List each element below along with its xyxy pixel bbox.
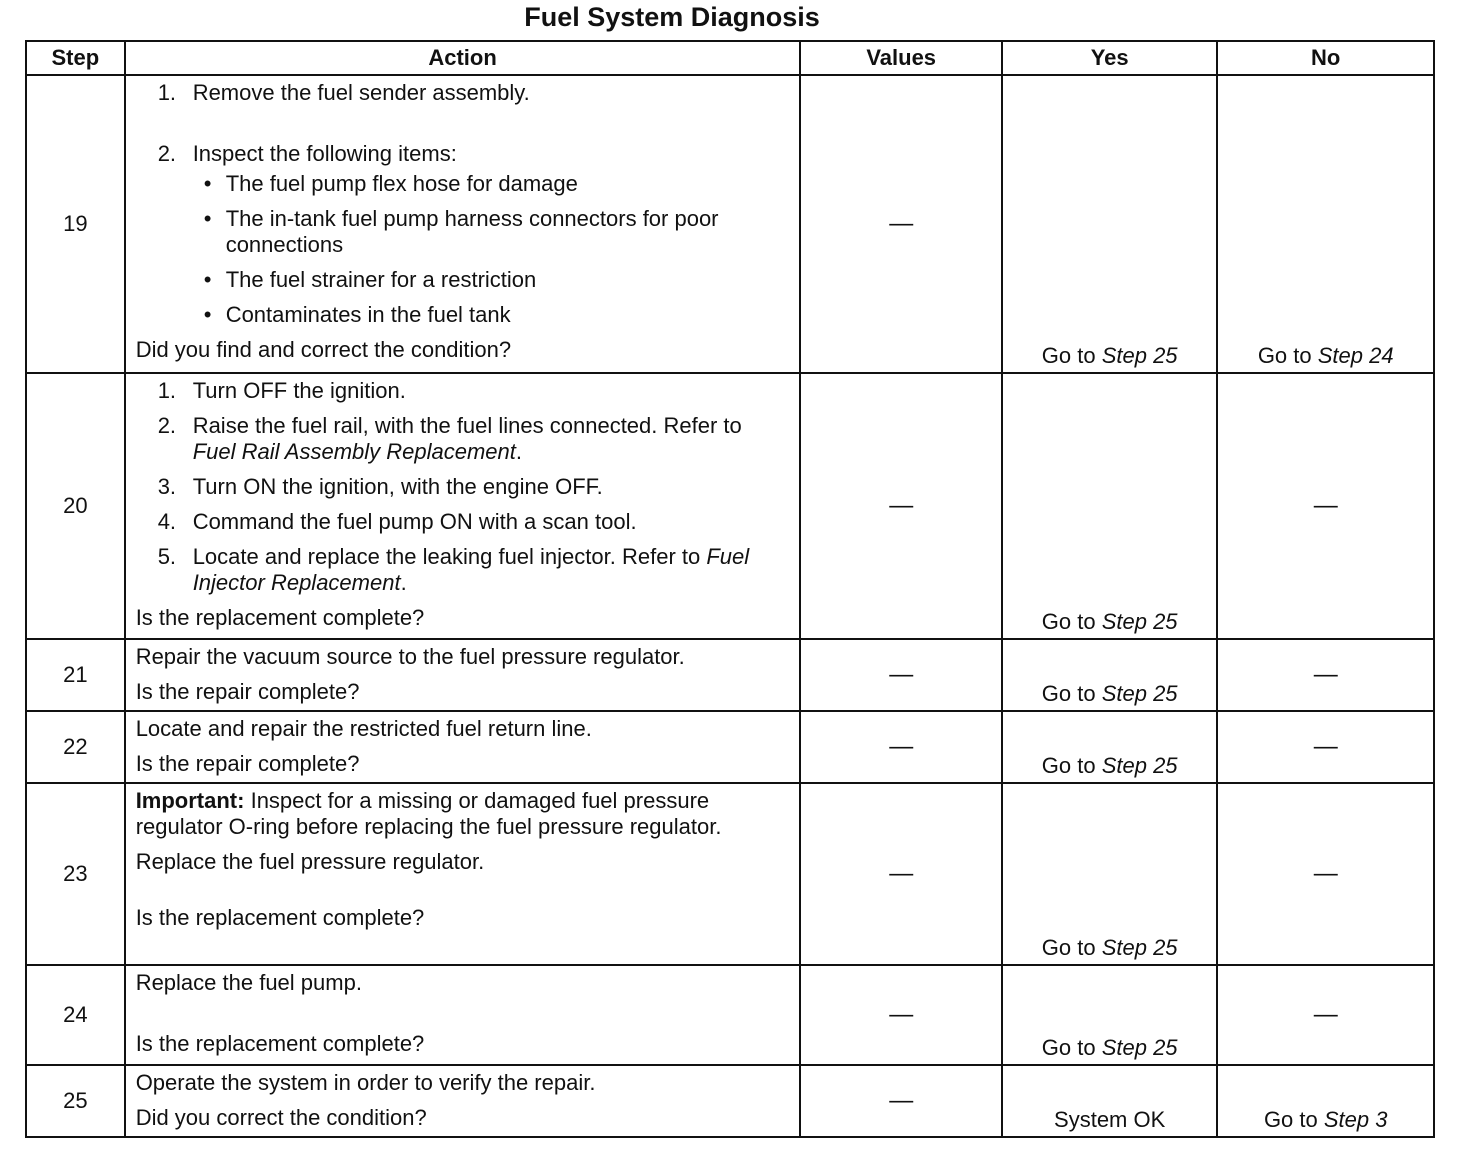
header-yes: Yes [1002,41,1218,75]
step-reference: Step 25 [1101,609,1178,634]
no-dash: — [1217,965,1434,1065]
table-row [26,965,1434,1065]
step-number: 22 [26,711,125,783]
step-reference: Step 25 [1101,753,1178,778]
value-dash: — [800,783,1001,965]
action-text: Repair the vacuum source to the fuel pressure regulator. [135,644,685,669]
step-number: 21 [26,639,125,711]
table-row [26,783,1434,965]
yes-cell: System OK [1002,1065,1218,1137]
question-text: Is the repair complete? [135,679,360,704]
header-step: Step [26,41,125,75]
question-text: Did you find and correct the condition? [135,337,512,362]
list-item: 2. Inspect the following items: [157,141,457,166]
action-cell [125,75,801,373]
no-dash: — [1217,639,1434,711]
table-row [26,711,1434,783]
list-item: 3. Turn ON the ignition, with the engine OFF. [157,474,603,499]
question-text: Is the repair complete? [135,751,360,776]
bullet-item: • Contaminates in the fuel tank [203,302,511,327]
action-cell [125,965,801,1065]
yes-cell: Go to Step 25 [1002,75,1218,373]
list-item: 1. Turn OFF the ignition. [157,378,406,403]
action-text: Replace the fuel pressure regulator. [135,849,485,874]
list-item: 1. Remove the fuel sender assembly. [157,80,530,105]
list-item: 4. Command the fuel pump ON with a scan tool. [157,509,637,534]
step-reference: Step 3 [1323,1107,1388,1132]
action-cell [125,711,801,783]
action-cell [125,783,801,965]
header-row [26,41,1434,75]
question-text: Is the replacement complete? [135,605,425,630]
value-dash: — [800,75,1001,373]
question-text: Is the replacement complete? [135,905,425,930]
table-row [26,373,1434,639]
page-title: Fuel System Diagnosis [524,2,820,32]
diagnosis-table [25,40,1435,1138]
value-dash: — [800,373,1001,639]
list-item: 5. Locate and replace the leaking fuel injector. Refer to Fuel Injector Replacement. [157,544,750,595]
step-number: 25 [26,1065,125,1137]
action-cell [125,373,801,639]
step-reference: Step 25 [1101,935,1178,960]
step-reference: Step 24 [1317,343,1394,368]
bullet-item: • The fuel pump flex hose for damage [203,171,578,196]
bullet-item: • The in-tank fuel pump harness connectors for poor connections [203,206,719,257]
value-dash: — [800,711,1001,783]
yes-cell: Go to Step 25 [1002,373,1218,639]
step-number: 20 [26,373,125,639]
header-action: Action [125,41,801,75]
no-dash: — [1217,373,1434,639]
action-cell [125,1065,801,1137]
step-number: 24 [26,965,125,1065]
step-reference: Step 25 [1101,681,1178,706]
question-text: Is the replacement complete? [135,1031,425,1056]
value-dash: — [800,1065,1001,1137]
header-values: Values [800,41,1001,75]
question-text: Did you correct the condition? [135,1105,427,1130]
step-reference: Step 25 [1101,1035,1178,1060]
value-dash: — [800,965,1001,1065]
no-dash: — [1217,711,1434,783]
yes-cell: Go to Step 25 [1002,965,1218,1065]
important-note: Important: Inspect for a missing or damaged fuel pressure regulator O-ring before replacing the fuel pressure regulator. [135,788,722,839]
yes-cell: Go to Step 25 [1002,783,1218,965]
no-dash: — [1217,783,1434,965]
no-cell: Go to Step 24 [1217,75,1434,373]
yes-cell: Go to Step 25 [1002,639,1218,711]
action-text: Replace the fuel pump. [135,970,362,995]
bullet-item: • The fuel strainer for a restriction [203,267,537,292]
action-text: Operate the system in order to verify the repair. [135,1070,596,1095]
value-dash: — [800,639,1001,711]
no-cell: Go to Step 3 [1217,1065,1434,1137]
table-row [26,75,1434,373]
step-number: 23 [26,783,125,965]
table-row [26,1065,1434,1137]
step-reference: Step 25 [1101,343,1178,368]
list-item: 2. Raise the fuel rail, with the fuel lines connected. Refer to Fuel Rail Assembly Replacement. [157,413,742,464]
action-cell [125,639,801,711]
action-text: Locate and repair the restricted fuel return line. [135,716,592,741]
yes-cell: Go to Step 25 [1002,711,1218,783]
header-no: No [1217,41,1434,75]
step-number: 19 [26,75,125,373]
table-row [26,639,1434,711]
